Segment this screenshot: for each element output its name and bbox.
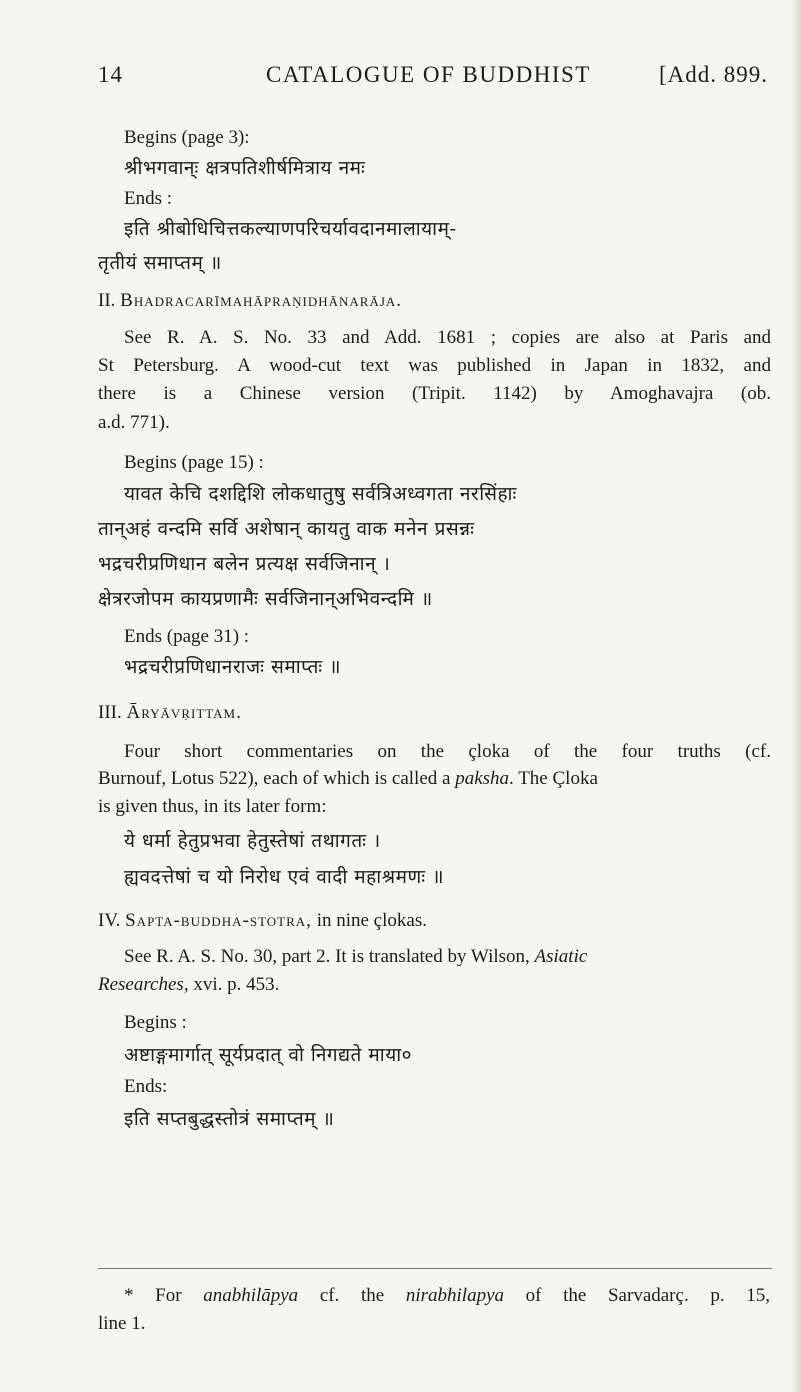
verse-line-1: ये धर्मा हेतुप्रभवा हेतुस्तेषां तथागतः । xyxy=(124,830,381,852)
footnote-mark: * xyxy=(124,1285,134,1306)
running-title: CATALOGUE OF BUDDHIST xyxy=(266,62,591,87)
page-edge-shadow xyxy=(791,0,801,1392)
page-number: 14 xyxy=(98,62,123,87)
para-text: See R. A. S. No. 30, part 2. It is translated by Wilson, xyxy=(124,946,535,967)
section-heading-4 xyxy=(98,908,427,934)
heading-numeral: II. xyxy=(98,290,116,311)
devanagari-line: क्षेत्ररजोपम कायप्रणामैः सर्वजिनान्अभिवन्दमि ॥ xyxy=(98,588,433,610)
devanagari-begins-4: अष्टाङ्गमार्गात् सूर्यप्रदात् वो निगद्यते माया० xyxy=(124,1044,413,1066)
devanagari-begins-1: श्रीभगवान्ः क्षत्रपतिशीर्षमित्राय नमः xyxy=(124,157,366,179)
devanagari-ends-1b: तृतीयं समाप्तम् ॥ xyxy=(98,252,222,274)
begins-label-4: Begins : xyxy=(124,1012,187,1033)
ends-label-4: Ends: xyxy=(124,1076,168,1097)
para-line: St Petersburg. A wood-cut text was published in Japan in 1832, and xyxy=(98,355,771,376)
devanagari-ends-4: इति सप्तबुद्धस्तोत्रं समाप्तम् ॥ xyxy=(124,1108,335,1130)
ends-label-1: Ends : xyxy=(124,188,173,209)
footnote-text: of the Sarvadarç. p. 15, xyxy=(504,1285,770,1306)
footnote-term: nirabhilapya xyxy=(405,1285,505,1306)
heading-numeral: IV. xyxy=(98,910,121,931)
heading-tail: in nine çlokas. xyxy=(311,910,427,931)
para-line-mixed xyxy=(98,766,598,792)
italic-term: paksha xyxy=(455,768,510,789)
devanagari-line: तान्अहं वन्दमि सर्वि अशेषान् कायतु वाक मनेन प्रसन्नः xyxy=(98,518,475,540)
para-line: there is a Chinese version (Tripit. 1142) by Amoghavajra (ob. xyxy=(98,383,771,404)
para-line: See R. A. S. No. 33 and Add. 1681 ; copies are also at Paris and xyxy=(124,327,771,348)
para-line: is given thus, in its later form: xyxy=(98,796,327,817)
footnote-line-2: line 1. xyxy=(98,1313,146,1334)
section-heading-2 xyxy=(98,288,402,314)
para-text: . The Çloka xyxy=(509,768,598,789)
devanagari-ends-2: भद्रचरीप्रणिधानराजः समाप्तः ॥ xyxy=(124,656,342,678)
page-header xyxy=(98,62,768,96)
footnote-line-1 xyxy=(124,1282,770,1310)
heading-numeral: III. xyxy=(98,702,122,723)
footnote-divider xyxy=(98,1268,772,1269)
heading-title: Āryāvṛittam. xyxy=(126,702,242,723)
verse-line-2: ह्यवदत्तेषां च यो निरोध एवं वादी महाश्रमणः ॥ xyxy=(124,866,444,888)
add-reference: [Add. 899. xyxy=(658,62,768,87)
ends-label-2: Ends (page 31) : xyxy=(124,626,250,647)
footnote-text: cf. the xyxy=(298,1285,406,1306)
devanagari-line: भद्रचरीप्रणिधान बलेन प्रत्यक्ष सर्वजिनान् । xyxy=(98,553,391,575)
italic-term: Asiatic xyxy=(534,946,588,967)
para-line-mixed xyxy=(98,972,279,998)
section-heading-3 xyxy=(98,700,242,726)
footnote-text: For xyxy=(133,1285,204,1306)
begins-label-1: Begins (page 3): xyxy=(124,127,250,148)
italic-term: Researches xyxy=(98,974,184,995)
begins-label-2: Begins (page 15) : xyxy=(124,452,264,473)
heading-title: Sapta-buddha-stotra, xyxy=(125,910,312,931)
para-text: Burnouf, Lotus 522), each of which is called a xyxy=(98,768,456,789)
para-line: a.d. 771). xyxy=(98,412,170,433)
heading-title: Bhadracarīmahāpraṇidhānarāja. xyxy=(120,290,403,311)
para-text: , xvi. p. 453. xyxy=(183,974,280,995)
para-line-mixed xyxy=(124,944,587,970)
para-line: Four short commentaries on the çloka of the four truths (cf. xyxy=(124,741,771,762)
footnote-term: anabhilāpya xyxy=(203,1285,299,1306)
devanagari-line: यावत केचि दशद्दिशि लोकधातुषु सर्वत्रिअध्वगता नरसिंहाः xyxy=(124,483,517,505)
devanagari-ends-1a: इति श्रीबोधिचित्तकल्याणपरिचर्यावदानमालायाम्- xyxy=(124,218,457,240)
